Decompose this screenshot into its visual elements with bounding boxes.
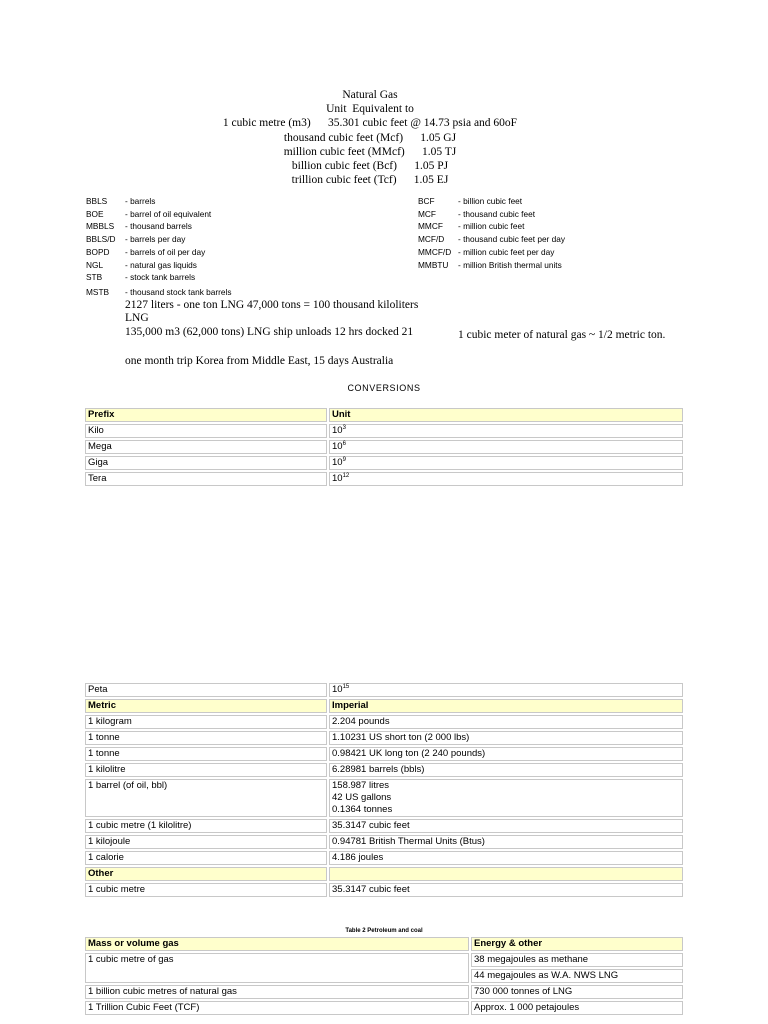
unit-base: 10 [332,425,343,436]
table-row [85,683,683,697]
abbreviation-code: BBLS [86,196,108,206]
abbreviation-code: NGL [86,259,104,270]
imperial-cell: 1.10231 US short ton (2 000 lbs) [329,731,683,745]
abbreviation-desc: - thousand cubic feet per day [458,234,566,245]
unit-cell [329,683,683,697]
imperial-cell: 35.3147 cubic feet [329,819,683,833]
abbreviation-desc: - million British thermal units [458,259,562,270]
prefix-table [83,406,685,488]
metric-cell: 1 tonne [85,747,327,761]
prefix-cell: Mega [85,440,327,454]
imperial-cell: 4.186 joules [329,851,683,865]
metric-imperial-table [83,681,685,899]
abbreviation-item [418,195,565,208]
imperial-cell: 6.28981 barrels (bbls) [329,763,683,777]
prefix-cell: Tera [85,472,327,486]
metric-cell: 1 kilolitre [85,763,327,777]
abbreviation-desc: - thousand stock tank barrels [125,287,232,297]
abbreviation-item [418,208,565,221]
unit-exponent: 3 [342,425,346,431]
metric-cell: 1 cubic metre (1 kilolitre) [85,819,327,833]
table-row [85,883,683,897]
abbreviation-item [86,195,211,208]
table-header-cell: Mass or volume gas [85,937,469,951]
gas-cell: 1 cubic metre of gas [85,953,469,983]
imperial-cell: 0.94781 British Thermal Units (Btus) [329,835,683,849]
table-row [85,424,683,438]
unit-exponent: 12 [342,473,350,479]
abbreviation-code: MCF [418,208,436,219]
prefix-cell: Kilo [85,424,327,438]
energy-cell: Approx. 1 000 petajoules [471,1001,683,1015]
table-header-cell: Imperial [329,699,683,713]
table-header-row [85,699,683,713]
abbreviation-item [86,259,211,272]
abbreviation-desc: - barrels [125,196,156,206]
unit-cell [329,440,683,454]
table-header-row [85,867,683,881]
abbreviation-code: MSTB [86,287,110,297]
abbreviation-code: BOPD [86,246,110,257]
abbreviation-code: MMCF [418,221,443,232]
energy-cell: 44 megajoules as W.A. NWS LNG [471,969,683,983]
table-row [85,1001,683,1015]
header-columns: Unit Equivalent to [326,103,414,116]
unit-base: 10 [332,441,343,452]
table-caption: Table 2 Petroleum and coal [345,928,423,934]
metric-cell: 1 cubic metre [85,883,327,897]
table-row [85,763,683,777]
table-header-cell: Prefix [85,408,327,422]
energy-cell: 730 000 tonnes of LNG [471,985,683,999]
table-header-cell: Metric [85,699,327,713]
abbreviation-code: MCF/D [418,234,445,245]
table-row [85,715,683,729]
table-row [85,779,683,817]
abbreviation-item [418,246,565,259]
table-row [85,731,683,745]
metric-cell: 1 calorie [85,851,327,865]
abbreviation-desc: - natural gas liquids [125,259,197,270]
unit-cell [329,456,683,470]
abbreviation-item [418,220,565,233]
gas-cell: 1 Trillion Cubic Feet (TCF) [85,1001,469,1015]
imperial-value: 0.1364 tonnes [332,804,393,815]
table-row [85,953,683,967]
lng-notes [125,299,425,340]
abbreviation-item [86,271,211,284]
abbreviation-code: BBLS/D [86,234,116,245]
imperial-value: 42 US gallons [332,792,392,803]
unit-base: 10 [332,457,343,468]
unit-base: 10 [332,684,343,695]
abbreviation-code: STB [86,272,103,283]
abbreviation-item [86,233,211,246]
table-row [85,747,683,761]
abbreviation-list-left [86,195,211,284]
metric-cell: 1 tonne [85,731,327,745]
table-row [85,440,683,454]
header-title: Natural Gas [342,89,398,101]
gas-energy-table [83,935,685,1017]
abbreviation-item [86,220,211,233]
abbreviation-item [86,246,211,259]
table-row [85,819,683,833]
unit-base: 10 [332,473,343,484]
unit-cell [329,472,683,486]
metric-cell: 1 barrel (of oil, bbl) [85,779,327,817]
unit-exponent: 15 [342,684,350,690]
lng-note-trip: one month trip Korea from Middle East, 15 days Australia [125,355,394,367]
metric-cell: 1 kilogram [85,715,327,729]
prefix-cell: Giga [85,456,327,470]
imperial-cell: 0.98421 UK long ton (2 240 pounds) [329,747,683,761]
table-header-row [85,937,683,951]
prefix-cell: Peta [85,683,327,697]
abbreviation-desc: - barrels of oil per day [125,246,206,257]
abbreviation-desc: - barrels per day [125,234,186,245]
abbreviation-item [418,259,565,272]
conversions-title: CONVERSIONS [347,383,421,393]
abbreviation-code: BCF [418,196,435,206]
abbreviation-desc: - thousand cubic feet [458,208,536,219]
natural-gas-header [0,88,740,187]
abbreviation-item-mstb [86,287,232,297]
imperial-cell: 35.3147 cubic feet [329,883,683,897]
header-line-mcf: thousand cubic feet (Mcf) 1.05 GJ [283,131,457,144]
table-header-row [85,408,683,422]
abbreviation-code: MMCF/D [418,246,452,257]
header-line-mmcf: million cubic feet (MMcf) 1.05 TJ [283,145,457,158]
energy-cell: 38 megajoules as methane [471,953,683,967]
abbreviation-desc: - million cubic feet [458,221,525,232]
imperial-cell [329,779,683,817]
abbreviation-item [86,208,211,221]
table-header-cell: Unit [329,408,683,422]
abbreviation-code: MMBTU [418,259,449,270]
lng-side-note: 1 cubic meter of natural gas ~ 1/2 metric ton. [458,329,666,341]
abbreviation-item [418,233,565,246]
abbreviation-desc: - stock tank barrels [125,272,196,283]
unit-exponent: 9 [342,457,346,463]
lng-note-ship: 135,000 m3 (62,000 tons) LNG ship unloads 12 hrs docked 21 [125,326,414,338]
table-row [85,472,683,486]
header-line-m3: 1 cubic metre (m3) 35.301 cubic feet @ 14.73 psia and 60oF [222,117,518,130]
gas-cell: 1 billion cubic metres of natural gas [85,985,469,999]
table-row [85,456,683,470]
header-line-tcf: trillion cubic feet (Tcf) 1.05 EJ [291,174,449,187]
abbreviation-desc: - million cubic feet per day [458,246,555,257]
table-row [85,851,683,865]
unit-exponent: 6 [342,441,346,447]
abbreviation-code: BOE [86,208,104,219]
table-header-cell: Other [85,867,327,881]
imperial-value: 158.987 litres [332,780,390,791]
abbreviation-list-right [418,195,565,271]
abbreviation-desc: - barrel of oil equivalent [125,208,212,219]
abbreviation-desc: - thousand barrels [125,221,192,232]
table-row [85,985,683,999]
header-line-bcf: billion cubic feet (Bcf) 1.05 PJ [291,160,449,173]
table-header-cell: Energy & other [471,937,683,951]
metric-cell: 1 kilojoule [85,835,327,849]
unit-cell [329,424,683,438]
abbreviation-code: MBBLS [86,221,115,232]
table-row [85,835,683,849]
imperial-cell: 2.204 pounds [329,715,683,729]
table-header-cell [329,867,683,881]
abbreviation-desc: - billion cubic feet [458,196,523,206]
lng-note-liters: 2127 liters - one ton LNG 47,000 tons = 100 thousand kiloliters LNG [125,299,419,324]
